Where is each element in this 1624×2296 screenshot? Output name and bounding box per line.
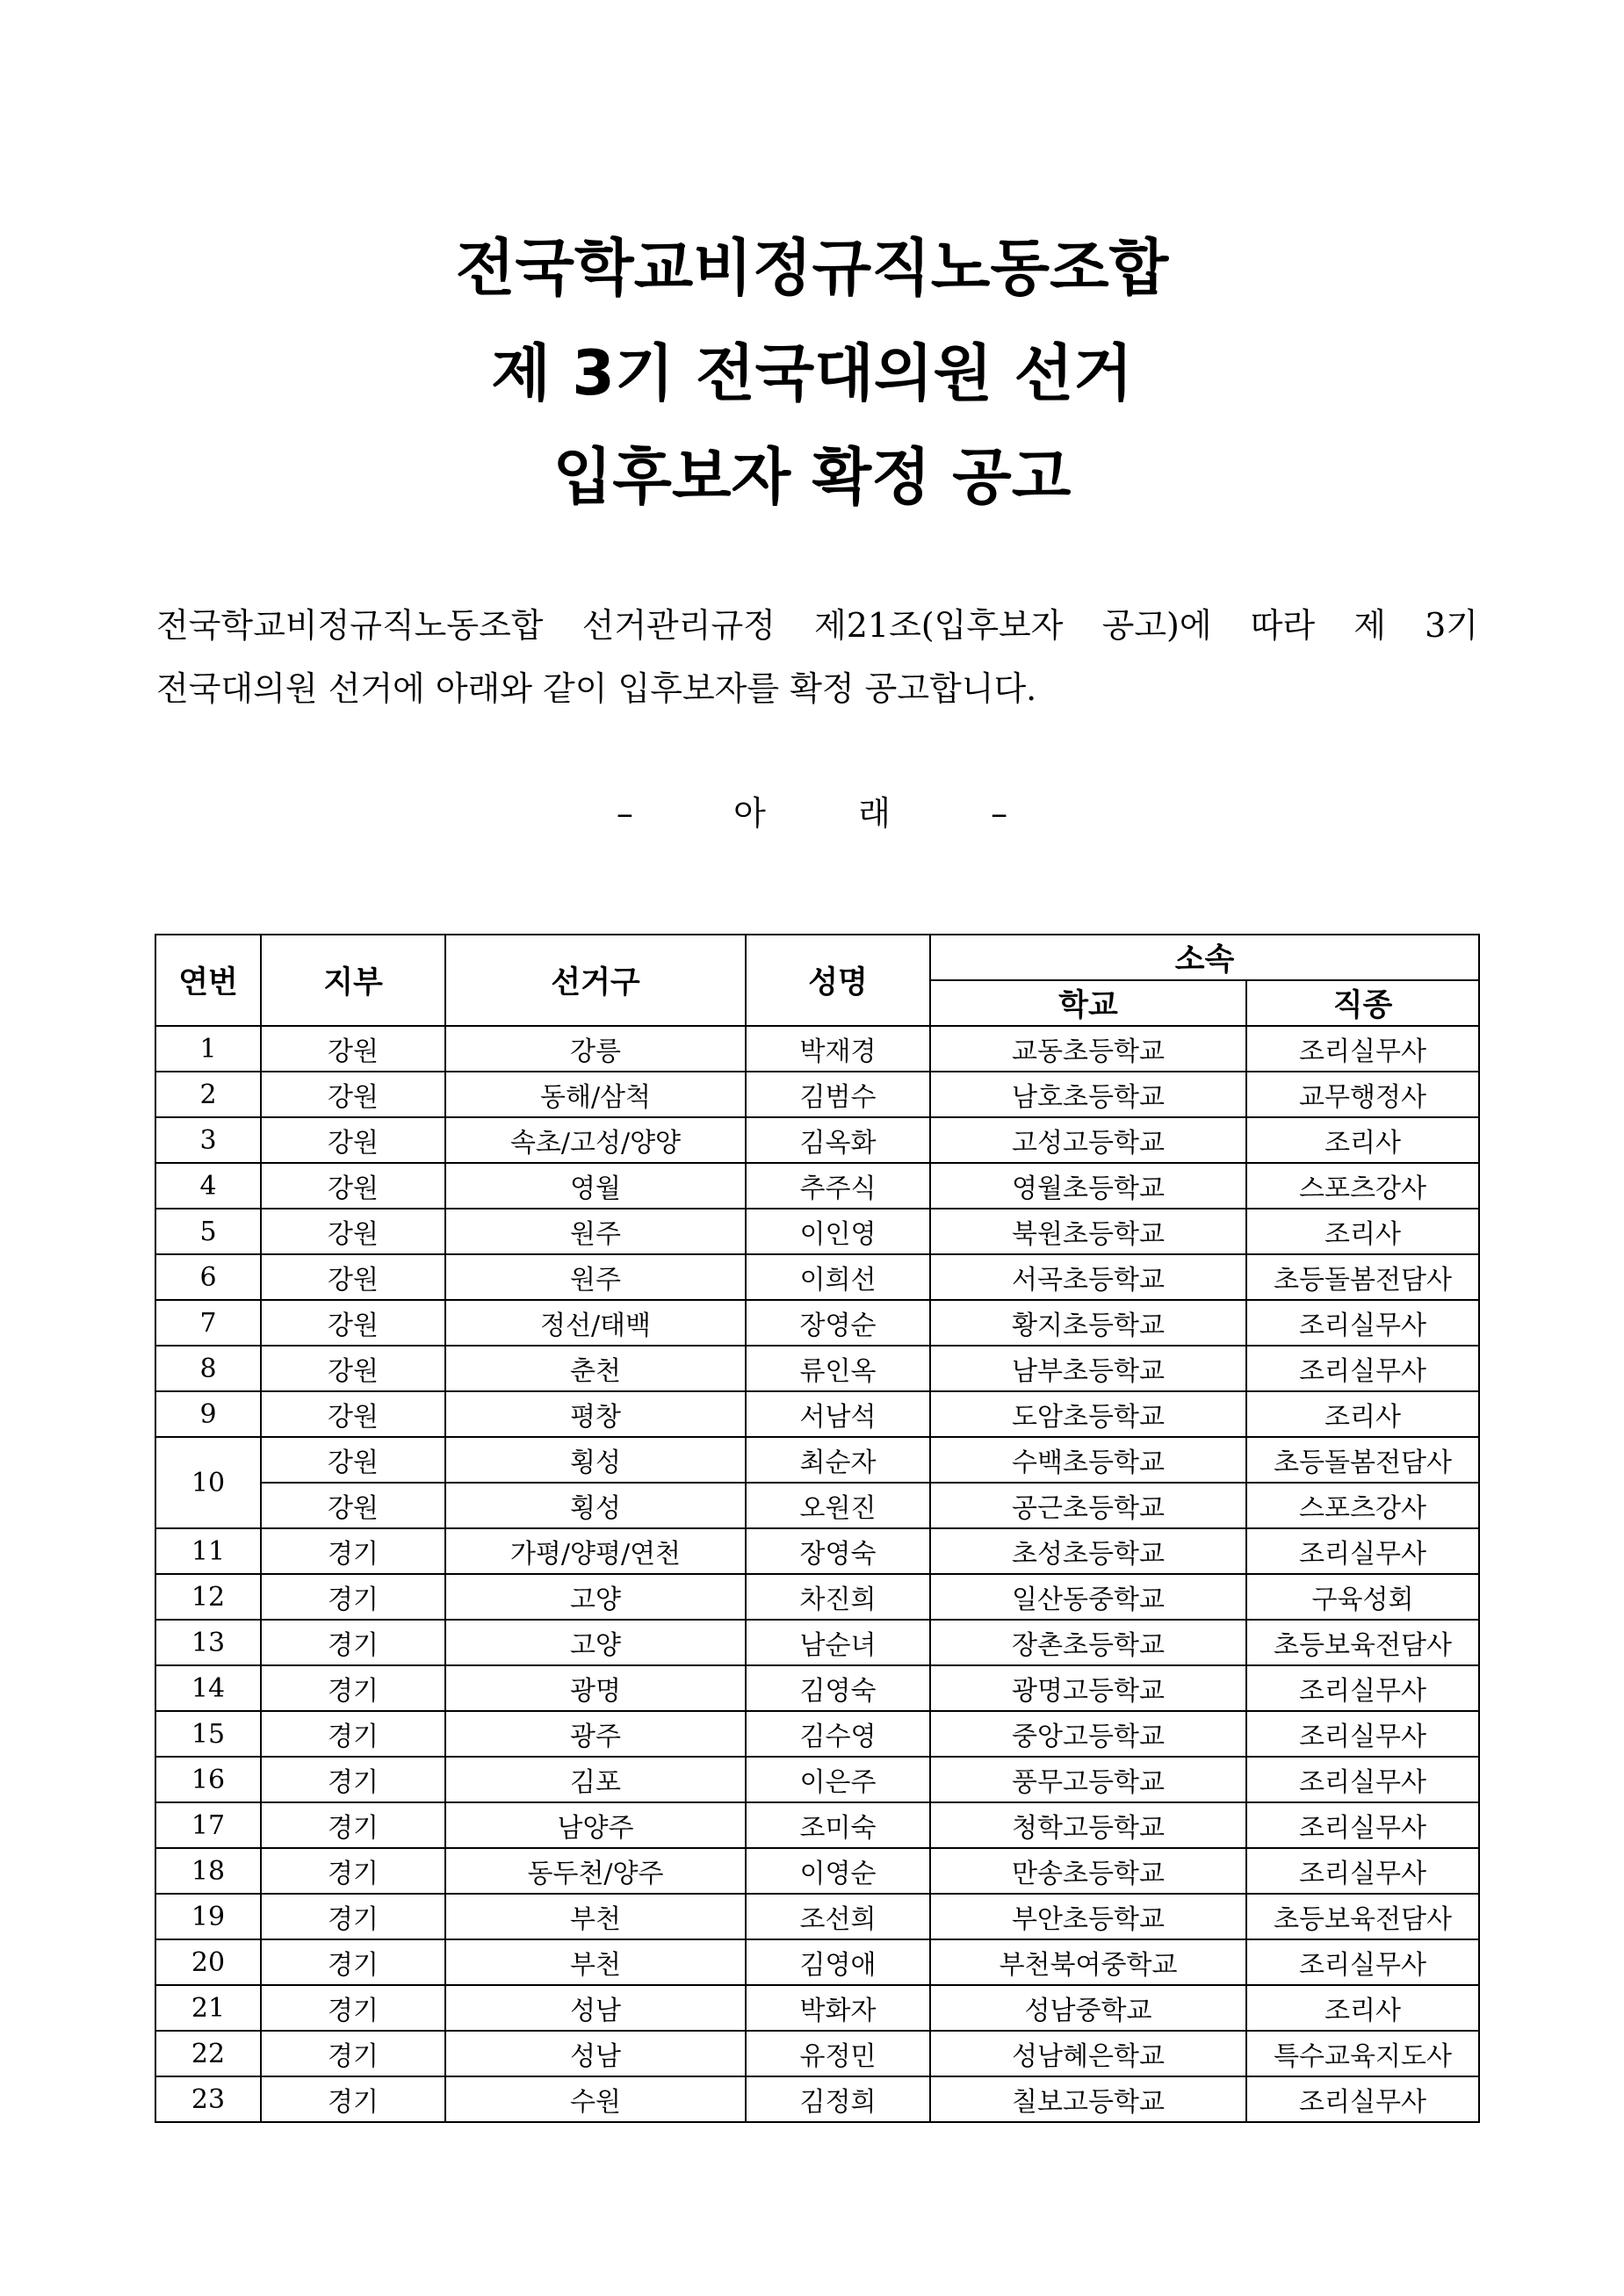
cell-job: 조리실무사 (1246, 1026, 1479, 1072)
cell-school: 장촌초등학교 (930, 1620, 1246, 1665)
cell-branch: 경기 (261, 1802, 445, 1848)
cell-school: 성남혜은학교 (930, 2031, 1246, 2076)
cell-district: 동두천/양주 (445, 1848, 746, 1894)
cell-no: 12 (155, 1574, 261, 1620)
table-row (155, 1346, 1479, 1391)
table-row (155, 2076, 1479, 2122)
table-row (155, 1209, 1479, 1254)
intro-line-2: 전국대의원 선거에 아래와 같이 입후보자를 확정 공고합니다. (156, 669, 1037, 708)
cell-branch: 경기 (261, 1711, 445, 1757)
header-school: 학교 (930, 980, 1246, 1026)
cell-name: 박재경 (746, 1026, 930, 1072)
cell-branch: 경기 (261, 1939, 445, 1985)
cell-school: 교동초등학교 (930, 1026, 1246, 1072)
cell-no: 18 (155, 1848, 261, 1894)
cell-job: 초등돌봄전담사 (1246, 1437, 1479, 1483)
cell-job: 초등돌봄전담사 (1246, 1254, 1479, 1300)
table-row (155, 1300, 1479, 1346)
cell-job: 교무행정사 (1246, 1072, 1479, 1117)
cell-school: 수백초등학교 (930, 1437, 1246, 1483)
cell-branch: 경기 (261, 1985, 445, 2031)
cell-district: 횡성 (445, 1437, 746, 1483)
cell-name: 오원진 (746, 1483, 930, 1528)
cell-district: 정선/태백 (445, 1300, 746, 1346)
cell-no: 3 (155, 1117, 261, 1163)
cell-no: 6 (155, 1254, 261, 1300)
cell-job: 조리실무사 (1246, 1665, 1479, 1711)
table-row (155, 1894, 1479, 1939)
cell-branch: 강원 (261, 1117, 445, 1163)
table-row (155, 1802, 1479, 1848)
table-row (155, 1391, 1479, 1437)
cell-job: 조리사 (1246, 1209, 1479, 1254)
cell-job: 조리실무사 (1246, 1757, 1479, 1802)
table-row (155, 1985, 1479, 2031)
cell-district: 동해/삼척 (445, 1072, 746, 1117)
cell-school: 풍무고등학교 (930, 1757, 1246, 1802)
cell-name: 서남석 (746, 1391, 930, 1437)
cell-no: 20 (155, 1939, 261, 1985)
cell-school: 황지초등학교 (930, 1300, 1246, 1346)
table-row (155, 1848, 1479, 1894)
cell-district: 가평/양평/연천 (445, 1528, 746, 1574)
section-marker-dash-left: – (616, 794, 633, 833)
cell-no: 17 (155, 1802, 261, 1848)
cell-school: 공근초등학교 (930, 1483, 1246, 1528)
cell-school: 광명고등학교 (930, 1665, 1246, 1711)
cell-branch: 강원 (261, 1300, 445, 1346)
table-row (155, 1254, 1479, 1300)
cell-job: 스포츠강사 (1246, 1163, 1479, 1209)
cell-branch: 강원 (261, 1346, 445, 1391)
cell-name: 김영숙 (746, 1665, 930, 1711)
title-line-2: 제 3기 전국대의원 선거 (491, 337, 1133, 409)
cell-district: 광명 (445, 1665, 746, 1711)
cell-name: 김범수 (746, 1072, 930, 1117)
cell-job: 조리실무사 (1246, 1300, 1479, 1346)
cell-school: 일산동중학교 (930, 1574, 1246, 1620)
cell-school: 도암초등학교 (930, 1391, 1246, 1437)
cell-no: 5 (155, 1209, 261, 1254)
cell-district: 부천 (445, 1939, 746, 1985)
table-row (155, 1574, 1479, 1620)
cell-district: 속초/고성/양양 (445, 1117, 746, 1163)
cell-no: 13 (155, 1620, 261, 1665)
cell-district: 성남 (445, 1985, 746, 2031)
header-district: 선거구 (445, 935, 746, 1026)
cell-branch: 경기 (261, 1848, 445, 1894)
cell-name: 장영순 (746, 1300, 930, 1346)
candidate-table (155, 934, 1480, 2123)
cell-branch: 강원 (261, 1163, 445, 1209)
cell-name: 장영숙 (746, 1528, 930, 1574)
cell-job: 조리실무사 (1246, 2076, 1479, 2122)
title-line-3: 입후보자 확정 공고 (552, 441, 1072, 513)
cell-name: 박화자 (746, 1985, 930, 2031)
cell-district: 수원 (445, 2076, 746, 2122)
cell-school: 중앙고등학교 (930, 1711, 1246, 1757)
cell-school: 서곡초등학교 (930, 1254, 1246, 1300)
cell-district: 강릉 (445, 1026, 746, 1072)
cell-school: 남부초등학교 (930, 1346, 1246, 1391)
cell-school: 남호초등학교 (930, 1072, 1246, 1117)
header-no: 연번 (155, 935, 261, 1026)
cell-job: 조리사 (1246, 1391, 1479, 1437)
cell-job: 조리실무사 (1246, 1346, 1479, 1391)
cell-district: 김포 (445, 1757, 746, 1802)
cell-branch: 경기 (261, 1665, 445, 1711)
cell-name: 이영순 (746, 1848, 930, 1894)
table-row (155, 1711, 1479, 1757)
cell-no: 22 (155, 2031, 261, 2076)
cell-branch: 강원 (261, 1072, 445, 1117)
cell-job: 스포츠강사 (1246, 1483, 1479, 1528)
cell-branch: 경기 (261, 1894, 445, 1939)
table-row (155, 2031, 1479, 2076)
cell-branch: 경기 (261, 1528, 445, 1574)
cell-name: 조미숙 (746, 1802, 930, 1848)
cell-name: 최순자 (746, 1437, 930, 1483)
cell-no: 7 (155, 1300, 261, 1346)
intro-line-1: 전국학교비정규직노동조합 선거관리규정 제21조(입후보자 공고)에 따라 제 3기 (156, 606, 1478, 645)
cell-no: 16 (155, 1757, 261, 1802)
cell-district: 영월 (445, 1163, 746, 1209)
cell-no: 4 (155, 1163, 261, 1209)
cell-branch: 강원 (261, 1391, 445, 1437)
cell-school: 초성초등학교 (930, 1528, 1246, 1574)
cell-district: 남양주 (445, 1802, 746, 1848)
cell-job: 조리실무사 (1246, 1802, 1479, 1848)
cell-job: 조리사 (1246, 1985, 1479, 2031)
cell-job: 조리사 (1246, 1117, 1479, 1163)
cell-name: 류인옥 (746, 1346, 930, 1391)
cell-job: 초등보육전담사 (1246, 1620, 1479, 1665)
cell-district: 평창 (445, 1391, 746, 1437)
cell-district: 성남 (445, 2031, 746, 2076)
table-row (155, 1939, 1479, 1985)
cell-school: 칠보고등학교 (930, 2076, 1246, 2122)
cell-district: 횡성 (445, 1483, 746, 1528)
cell-no: 21 (155, 1985, 261, 2031)
cell-branch: 강원 (261, 1483, 445, 1528)
cell-no: 23 (155, 2076, 261, 2122)
cell-branch: 경기 (261, 1574, 445, 1620)
table-row (155, 1483, 1479, 1528)
cell-district: 원주 (445, 1254, 746, 1300)
cell-job: 조리실무사 (1246, 1939, 1479, 1985)
section-marker (0, 786, 1624, 834)
cell-branch: 강원 (261, 1437, 445, 1483)
cell-name: 남순녀 (746, 1620, 930, 1665)
cell-name: 김영애 (746, 1939, 930, 1985)
cell-branch: 경기 (261, 2076, 445, 2122)
cell-district: 광주 (445, 1711, 746, 1757)
cell-job: 초등보육전담사 (1246, 1894, 1479, 1939)
table-row (155, 1163, 1479, 1209)
cell-school: 성남중학교 (930, 1985, 1246, 2031)
cell-no: 9 (155, 1391, 261, 1437)
cell-no: 10 (155, 1437, 261, 1528)
table-row (155, 1620, 1479, 1665)
cell-name: 김수영 (746, 1711, 930, 1757)
cell-job: 조리실무사 (1246, 1848, 1479, 1894)
header-name: 성명 (746, 935, 930, 1026)
cell-name: 차진희 (746, 1574, 930, 1620)
cell-no: 1 (155, 1026, 261, 1072)
table-row (155, 1528, 1479, 1574)
table-row (155, 1072, 1479, 1117)
header-branch: 지부 (261, 935, 445, 1026)
cell-no: 2 (155, 1072, 261, 1117)
cell-district: 고양 (445, 1574, 746, 1620)
cell-branch: 경기 (261, 2031, 445, 2076)
table-row (155, 1437, 1479, 1483)
section-marker-char-2: 래 (858, 794, 891, 833)
cell-branch: 강원 (261, 1254, 445, 1300)
section-marker-char-1: 아 (733, 794, 766, 833)
cell-district: 춘천 (445, 1346, 746, 1391)
cell-branch: 강원 (261, 1209, 445, 1254)
cell-no: 14 (155, 1665, 261, 1711)
table-row (155, 1757, 1479, 1802)
section-marker-dash-right: – (991, 794, 1008, 833)
cell-name: 조선희 (746, 1894, 930, 1939)
cell-branch: 경기 (261, 1620, 445, 1665)
cell-district: 부천 (445, 1894, 746, 1939)
cell-no: 19 (155, 1894, 261, 1939)
cell-job: 구육성회 (1246, 1574, 1479, 1620)
cell-school: 청학고등학교 (930, 1802, 1246, 1848)
cell-school: 부안초등학교 (930, 1894, 1246, 1939)
header-job: 직종 (1246, 980, 1479, 1026)
title-line-1: 전국학교비정규직노동조합 (455, 232, 1169, 304)
cell-school: 고성고등학교 (930, 1117, 1246, 1163)
cell-district: 원주 (445, 1209, 746, 1254)
cell-branch: 강원 (261, 1026, 445, 1072)
cell-school: 부천북여중학교 (930, 1939, 1246, 1985)
cell-school: 영월초등학교 (930, 1163, 1246, 1209)
cell-district: 고양 (445, 1620, 746, 1665)
cell-name: 김정희 (746, 2076, 930, 2122)
header-affiliation: 소속 (930, 935, 1479, 980)
cell-school: 만송초등학교 (930, 1848, 1246, 1894)
cell-job: 조리실무사 (1246, 1711, 1479, 1757)
cell-branch: 경기 (261, 1757, 445, 1802)
cell-no: 8 (155, 1346, 261, 1391)
cell-school: 북원초등학교 (930, 1209, 1246, 1254)
cell-name: 김옥화 (746, 1117, 930, 1163)
cell-no: 15 (155, 1711, 261, 1757)
cell-name: 이은주 (746, 1757, 930, 1802)
cell-no: 11 (155, 1528, 261, 1574)
cell-name: 이인영 (746, 1209, 930, 1254)
table-row (155, 1026, 1479, 1072)
table-row (155, 1117, 1479, 1163)
cell-name: 이희선 (746, 1254, 930, 1300)
cell-job: 조리실무사 (1246, 1528, 1479, 1574)
cell-name: 유정민 (746, 2031, 930, 2076)
cell-name: 추주식 (746, 1163, 930, 1209)
cell-job: 특수교육지도사 (1246, 2031, 1479, 2076)
table-row (155, 1665, 1479, 1711)
